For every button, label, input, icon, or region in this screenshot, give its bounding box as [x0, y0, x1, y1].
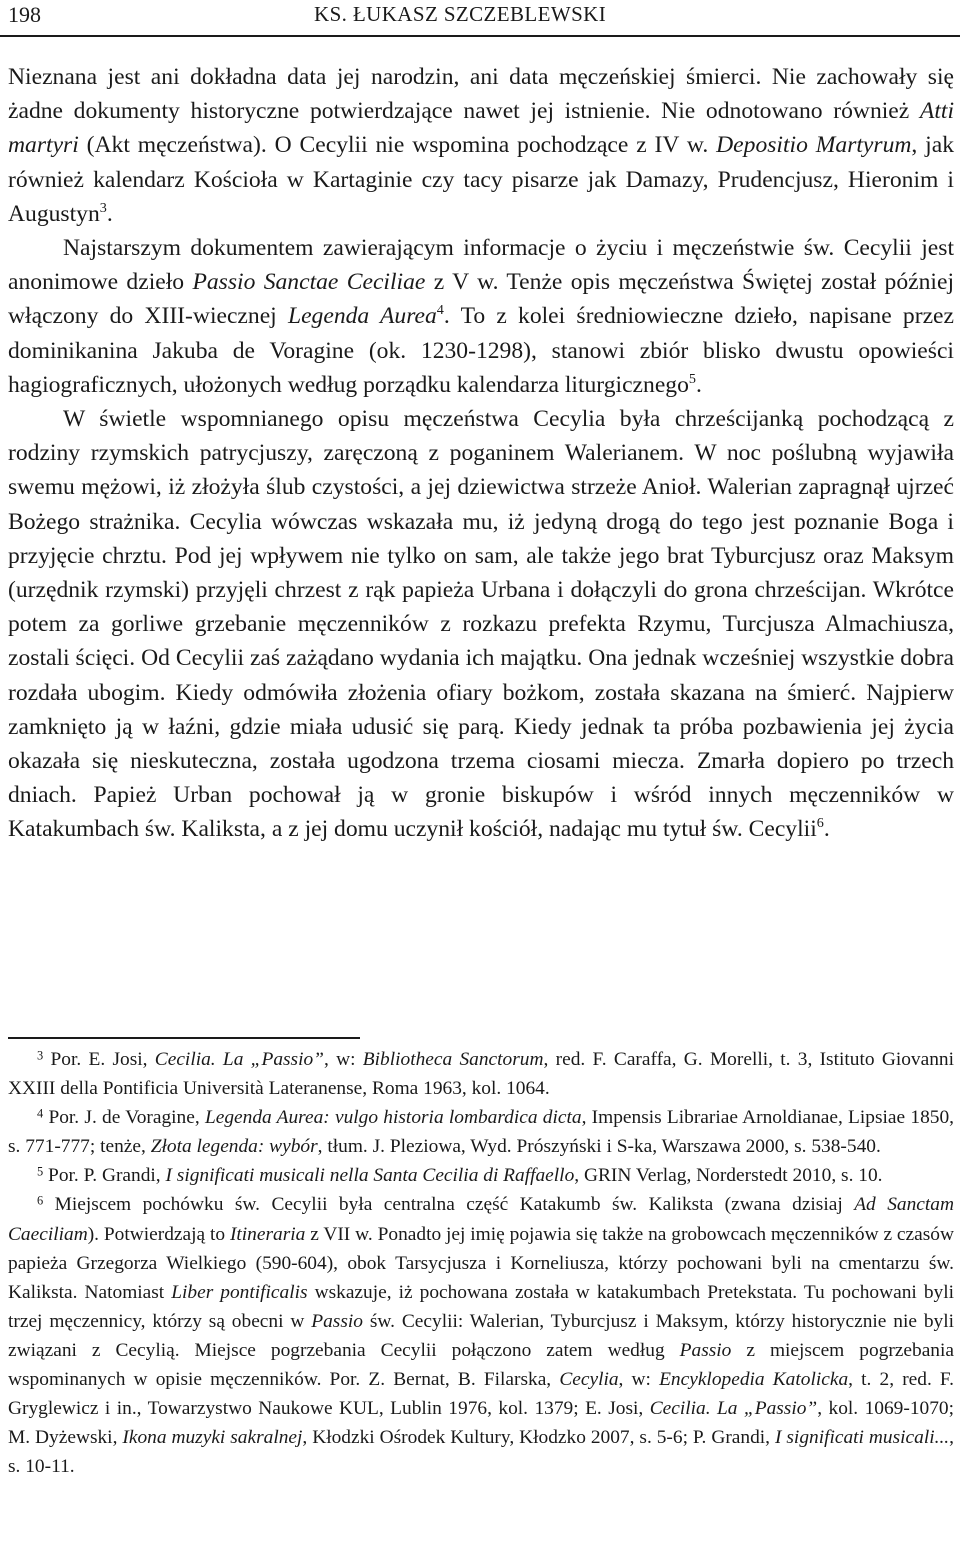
- body-text: [8, 60, 954, 847]
- footnote-number: 5: [37, 1164, 44, 1179]
- page-header: [0, 0, 960, 40]
- footnote-number: 3: [37, 1048, 44, 1063]
- footnote-6: $^6$ Miejscem pochówku św. Cecylii była centralna część Katakumb św. Kaliksta (zwana dzisiaj Ad Sanctam Caeciliam). Potwierdzają to Itineraria z VII w. Ponadto jej imię pojawia się także na grobowcach męczenników z czasów papieża Grzegorza Wielkiego (590-604), obok Tarsycjusza i Korneliusza, którzy pochowani byli na cmentarzu św. Kaliksta. Natomiast Liber pontificalis wskazuje, iż pochowana została w katakumbach Pretekstata. Tu pochowani byli trzej męczennicy, którzy są obecni w Passio św. Cecylii: Walerian, Tyburcjusz i Maksym, którzy historycznie nie byli związani z Cecylią. Miejsce pogrzebania Cecylii połączono zatem według Passio z miejscem pogrzebania wspominanych w opisie męczenników. Por. Z. Bernat, B. Filarska, Cecylia, w: Encyklopedia Katolicka, t. 2, red. F. Gryglewicz i in., Towarzystwo Naukowe KUL, Lublin 1976, kol. 1379; E. Josi, Cecilia. La „Passio”, kol. 1069-1070; M. Dyżewski, Ikona muzyki sakralnej, Kłodzki Ośrodek Kultury, Kłodzko 2007, s. 5-6; P. Grandi, I significati musicali..., s. 10-11.: [8, 1193, 955, 1478]
- footnote-ref-4[interactable]: 4: [436, 302, 444, 319]
- footnote-ref-6[interactable]: 6: [816, 815, 824, 832]
- footnote-ref-3[interactable]: 3: [99, 199, 107, 216]
- paragraph-3: W świetle wspomnianego opisu męczeństwa Cecylia była chrześcijanką pochodzącą z rodziny rzymskich patrycjuszy, zaręczoną z poganinem Walerianem. W noc poślubną wyjawiła swemu mężowi, iż złożyła ślub czystości, a jej dziewictwa strzeże Anioł. Walerian zapragnął ujrzeć Bożego strażnika. Cecylia wówczas wskazała mu, iż jedyną drogą do tego jest poznanie Boga i przyjęcie chrztu. Pod jej wpływem nie tylko on sam, ale także jego brat Tyburcjusz oraz Maksym (urzędnik rzymski) przyjęli chrzest z rąk papieża Urbana i dołączyli do grona chrześcijan. Wkrótce potem za gorliwe grzebanie męczenników z rozkazu prefekta Rzymu, Turcjusza Almachiusza, zostali ścięci. Od Cecylii zaś zażądano wydania ich majątku. Ona jednak wcześniej wszystkie dobra rozdała ubogim. Kiedy odmówiła złożenia ofiary bożkom, została skazana na śmierć. Najpierw zamknięto ją w łaźni, gdzie miała udusić się parą. Kiedy jednak ta próba pozbawienia jej życia okazała się nieskuteczna, została ugodzona trzema ciosami miecza. Zmarła dopiero po trzech dniach. Papież Urban pochował ją w gronie biskupów i wśród innych męczenników w Katakumbach św. Kaliksta, a z jej domu uczynił kościół, nadając mu tytuł św. Cecylii$^6$.: [8, 406, 954, 843]
- footnote-number: 6: [37, 1193, 44, 1208]
- header-rule: [0, 35, 960, 37]
- footnote-5: $^5$ Por. P. Grandi, I significati musicali nella Santa Cecilia di Raffaello, GRIN Verlag, Norderstedt 2010, s. 10.: [37, 1164, 883, 1187]
- page-number: 198: [8, 2, 41, 27]
- footnote-number: 4: [37, 1106, 44, 1121]
- footnote-separator: [8, 1037, 360, 1039]
- footnote-4: $^4$ Por. J. de Voragine, Legenda Aurea: vulgo historia lombardica dicta, Impensis Librariae Arnoldianae, Lipsiae 1850, s. 771-777; tenże, Złota legenda: wybór, tłum. J. Pleziowa, Wyd. Prószyński i S-ka, Warszawa 2000, s. 538-540.: [8, 1106, 954, 1158]
- paragraph-2: Najstarszym dokumentem zawierającym informacje o życiu i męczeństwie św. Cecylii jest anonimowe dzieło Passio Sanctae Ceciliae z V w. Tenże opis męczeństwa Świętej został później włączony do XIII-wiecznej Legenda Aurea$^4$. To z kolei średniowieczne dzieło, napisane przez dominikanina Jakuba de Voragine (ok. 1230-1298), stanowi zbiór blisko dwustu opowieści hagiograficznych, ułożonych według porządku kalendarza liturgicznego$^5$.: [8, 235, 955, 398]
- footnote-3: $^3$ Por. E. Josi, Cecilia. La „Passio”, w: Bibliotheca Sanctorum, red. F. Caraffa, G. Morelli, t. 3, Istituto Giovanni XXIII della Pontificia Università Lateranense, Roma 1963, kol. 1064.: [8, 1048, 954, 1100]
- footnotes: [8, 1045, 954, 1481]
- running-head: KS. ŁUKASZ SZCZEBLEWSKI: [314, 2, 607, 26]
- paragraph-1: Nieznana jest ani dokładna data jej narodzin, ani data męczeńskiej śmierci. Nie zachowały się żadne dokumenty historyczne potwierdzające nawet jej istnienie. Nie odnotowano również Atti martyri (Akt męczeństwa). O Cecylii nie wspomina pochodzące z IV w. Depositio Martyrum, jak również kalendarz Kościoła w Kartaginie czy tacy pisarze jak Damazy, Prudencjusz, Hieronim i Augustyn$^3$.: [8, 64, 954, 227]
- footnote-ref-5[interactable]: 5: [688, 370, 696, 387]
